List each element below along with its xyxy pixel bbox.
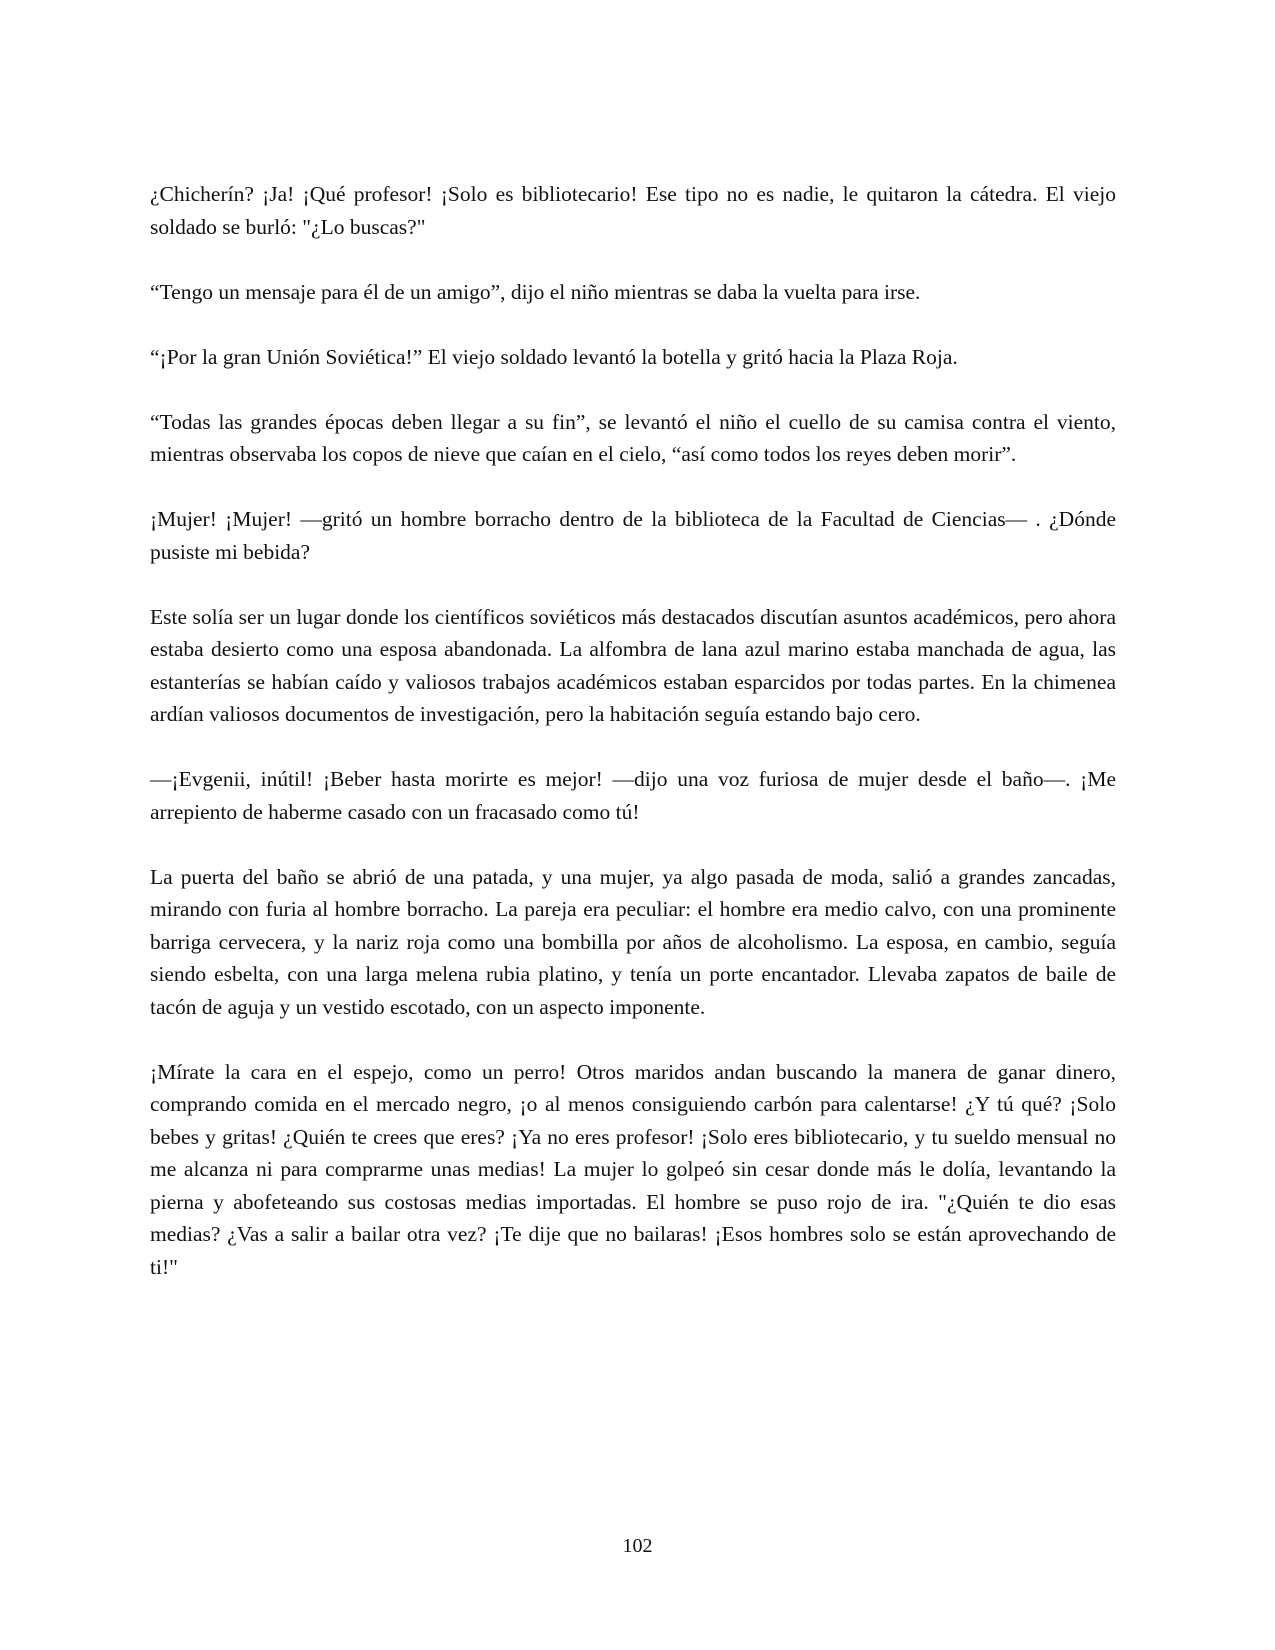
paragraph: “¡Por la gran Unión Soviética!” El viejo soldado levantó la botella y gritó hacia la Plaza Roja. [150,344,958,369]
paragraph: La puerta del baño se abrió de una patada, y una mujer, ya algo pasada de moda, salió a grandes zancadas, mirando con furia al hombre borracho. La pareja era peculiar: el hombre era medio calvo, con una prominente barriga cervecera, y la nariz roja como una bombilla por años de alcoholismo. La esposa, en cambio, seguía siendo esbelta, con una larga melena rubia platino, y tenía un porte encantador. Llevaba zapatos de baile de tacón de aguja y un vestido escotado, con un aspecto imponente. [150,864,1116,1019]
paragraph: ¡Mujer! ¡Mujer! —gritó un hombre borracho dentro de la biblioteca de la Facultad de Ciencias— . ¿Dónde pusiste mi bebida? [150,507,1116,564]
paragraph: Este solía ser un lugar donde los científicos soviéticos más destacados discutían asuntos académicos, pero ahora estaba desierto como una esposa abandonada. La alfombra de lana azul marino estaba manchada de agua, las estanterías se habían caído y valiosos trabajos académicos estaban esparcidos por todas partes. En la chimenea ardían valiosos documentos de investigación, pero la habitación seguía estando bajo cero. [150,604,1116,726]
paragraph: ¿Chicherín? ¡Ja! ¡Qué profesor! ¡Solo es bibliotecario! Ese tipo no es nadie, le quitaron la cátedra. El viejo soldado se burló: "¿Lo buscas?" [150,182,1116,239]
paragraph: —¡Evgenii, inútil! ¡Beber hasta morirte es mejor! —dijo una voz furiosa de mujer desde el baño—. ¡Me arrepiento de haberme casado con un fracasado como tú! [150,767,1116,824]
body-text [150,178,1116,1316]
paragraph: “Tengo un mensaje para él de un amigo”, dijo el niño mientras se daba la vuelta para irse. [150,279,921,304]
paragraph: “Todas las grandes épocas deben llegar a su fin”, se levantó el niño el cuello de su camisa contra el viento, mientras observaba los copos de nieve que caían en el cielo, “así como todos los reyes deben morir”. [150,409,1116,466]
page-number: 102 [622,1535,653,1557]
paragraph: ¡Mírate la cara en el espejo, como un perro! Otros maridos andan buscando la manera de ganar dinero, comprando comida en el mercado negro, ¡o al menos consiguiendo carbón para calentarse! ¿Y tú qué? ¡Solo bebes y gritas! ¿Quién te crees que eres? ¡Ya no eres profesor! ¡Solo eres bibliotecario, y tu sueldo mensual no me alcanza ni para comprarme unas medias! La mujer lo golpeó sin cesar donde más le dolía, levantando la pierna y abofeteando sus costosas medias importadas. El hombre se puso rojo de ira. "¿Quién te dio esas medias? ¿Vas a salir a bailar otra vez? ¡Te dije que no bailaras! ¡Esos hombres solo se están aprovechando de ti!" [150,1059,1116,1279]
